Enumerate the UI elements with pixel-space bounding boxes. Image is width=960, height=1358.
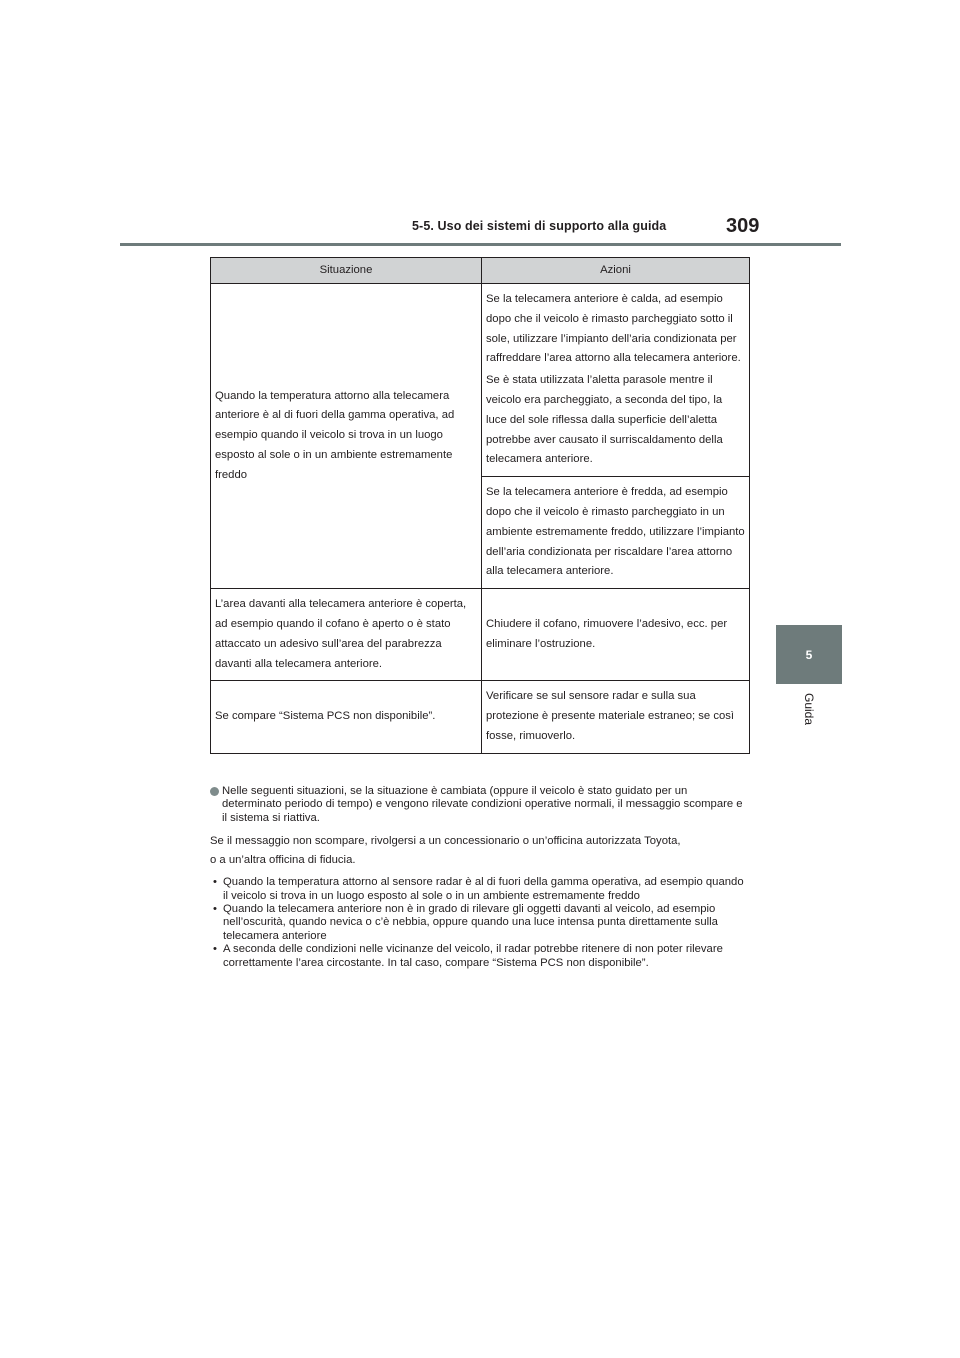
list-item	[210, 876, 750, 903]
note-paragraph	[210, 785, 750, 825]
table-row	[211, 589, 750, 681]
conditions-list	[210, 876, 750, 970]
header-rule	[120, 243, 841, 246]
situation-cell: Se compare “Sistema PCS non disponibile”.	[211, 681, 482, 753]
list-marker: •	[213, 876, 217, 889]
bullet-circle-icon	[210, 787, 219, 796]
situation-cell: Quando la temperatura attorno alla telecamera anteriore è al di fuori della gamma operativa, ad esempio quando il veicolo si trova in un luogo esposto al sole o in un ambiente estremamente freddo	[211, 284, 482, 589]
body-paragraph: o a un’altra officina di fiducia.	[210, 854, 356, 867]
list-item-text: Quando la temperatura attorno al sensore radar è al di fuori della gamma operativa, ad esempio quando il veicolo si trova in un luogo esposto al sole o in un ambiente estremamente freddo	[223, 876, 744, 902]
notes-section	[210, 785, 750, 970]
table-header-row	[211, 258, 750, 284]
column-header-actions: Azioni	[482, 258, 750, 284]
actions-cell	[482, 284, 750, 477]
action-text: Se la telecamera anteriore è calda, ad esempio dopo che il veicolo è rimasto parcheggiato sotto il sole, utilizzare l’impianto dell’aria condizionata per raffreddare l’area attorno alla telecamera anteriore.	[486, 293, 741, 365]
body-paragraph: Se il messaggio non scompare, rivolgersi a un concessionario o un’officina autorizzata Toyota,	[210, 835, 681, 848]
chapter-tab[interactable]	[776, 625, 842, 684]
table-row	[211, 681, 750, 753]
table-row	[211, 284, 750, 477]
action-text: Se è stata utilizzata l’aletta parasole mentre il veicolo era parcheggiato, a seconda del tipo, la luce del sole riflessa dalla superficie dell’aletta potrebbe aver causato il surriscaldamento della telecamera anteriore.	[486, 374, 723, 466]
list-item	[210, 903, 750, 943]
situation-cell: L’area davanti alla telecamera anteriore è coperta, ad esempio quando il cofano è aperto o è stato attaccato un adesivo sull’area del parabrezza davanti alla telecamera anteriore.	[211, 589, 482, 681]
situations-table	[210, 257, 750, 754]
list-marker: •	[213, 903, 217, 916]
chapter-number: 5	[805, 647, 813, 662]
list-item	[210, 943, 750, 970]
note-text: Nelle seguenti situazioni, se la situazione è cambiata (oppure il veicolo è stato guidato per un determinato periodo di tempo) e vengono rilevate condizioni operative normali, il messaggio scompare e il sistema si riattiva.	[222, 785, 743, 824]
section-title: 5-5. Uso dei sistemi di supporto alla guida	[412, 219, 667, 233]
list-item-text: A seconda delle condizioni nelle vicinanze del veicolo, il radar potrebbe ritenere di non poter rilevare correttamente l’area circostante. In tal caso, compare “Sistema PCS non disponibile”.	[223, 943, 723, 969]
column-header-situation: Situazione	[211, 258, 482, 284]
list-marker: •	[213, 943, 217, 956]
actions-cell: Verificare se sul sensore radar e sulla sua protezione è presente materiale estraneo; se così fosse, rimuoverlo.	[482, 681, 750, 753]
actions-cell: Se la telecamera anteriore è fredda, ad esempio dopo che il veicolo è rimasto parcheggiato in un ambiente estremamente freddo, utilizzare l’impianto dell’aria condizionata per riscaldare l’area attorno alla telecamera anteriore.	[482, 477, 750, 589]
chapter-label: Guida	[802, 693, 816, 726]
list-item-text: Quando la telecamera anteriore non è in grado di rilevare gli oggetti davanti al veicolo, ad esempio nell’oscurità, quando nevica o c’è nebbia, oppure quando una luce intensa punta direttamente sulla telecamera anteriore	[223, 903, 718, 942]
actions-cell: Chiudere il cofano, rimuovere l’adesivo, ecc. per eliminare l’ostruzione.	[482, 589, 750, 681]
page-number: 309	[726, 215, 760, 237]
